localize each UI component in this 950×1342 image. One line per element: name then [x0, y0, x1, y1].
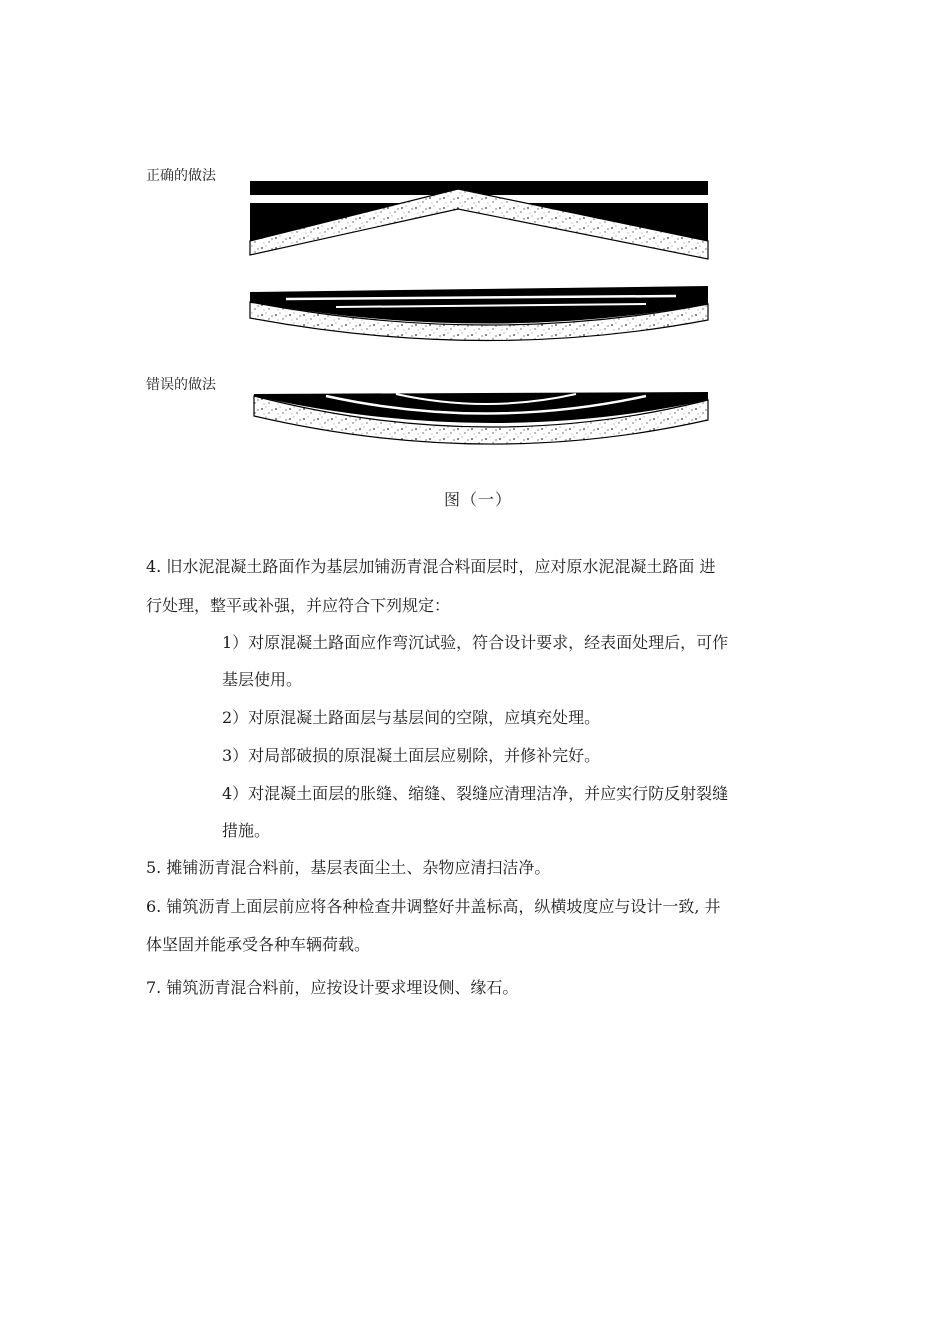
correct-peak-diagram: [246, 175, 716, 265]
item-6-line-2: 体坚固并能承受各种车辆荷载。: [146, 935, 371, 954]
sub-item-1-line-1: 1）对原混凝土路面应作弯沉试验，符合设计要求，经表面处理后，可作: [222, 633, 729, 652]
correct-sag-diagram: [246, 282, 716, 347]
wrong-sag-diagram: [246, 386, 716, 456]
sub-item-2: 2）对原混凝土路面层与基层间的空隙，应填充处理。: [222, 708, 601, 727]
wrong-method-label: 错误的做法: [146, 377, 216, 393]
figure-caption: 图（一）: [444, 490, 513, 509]
item-6-line-1: 6. 铺筑沥青上面层前应将各种检查井调整好井盖标高，纵横坡度应与设计一致, 井: [146, 897, 721, 916]
item-4-line-2: 行处理，整平或补强，并应符合下列规定：: [146, 596, 451, 615]
correct-method-label: 正确的做法: [146, 168, 216, 184]
item-5: 5. 摊铺沥青混合料前，基层表面尘土、杂物应清扫洁净。: [146, 858, 551, 877]
item-7: 7. 铺筑沥青混合料前，应按设计要求埋设侧、缘石。: [146, 978, 519, 997]
item-4-line-1: 4. 旧水泥混凝土路面作为基层加铺沥青混合料面层时，应对原水泥混凝土路面 进: [146, 557, 716, 576]
sub-item-3: 3）对局部破损的原混凝土面层应剔除，并修补完好。: [222, 746, 601, 765]
sub-item-4-line-2: 措施。: [222, 821, 271, 840]
sub-item-1-line-2: 基层使用。: [222, 670, 303, 689]
sub-item-4-line-1: 4）对混凝土面层的胀缝、缩缝、裂缝应清理洁净，并应实行防反射裂缝: [222, 784, 729, 803]
